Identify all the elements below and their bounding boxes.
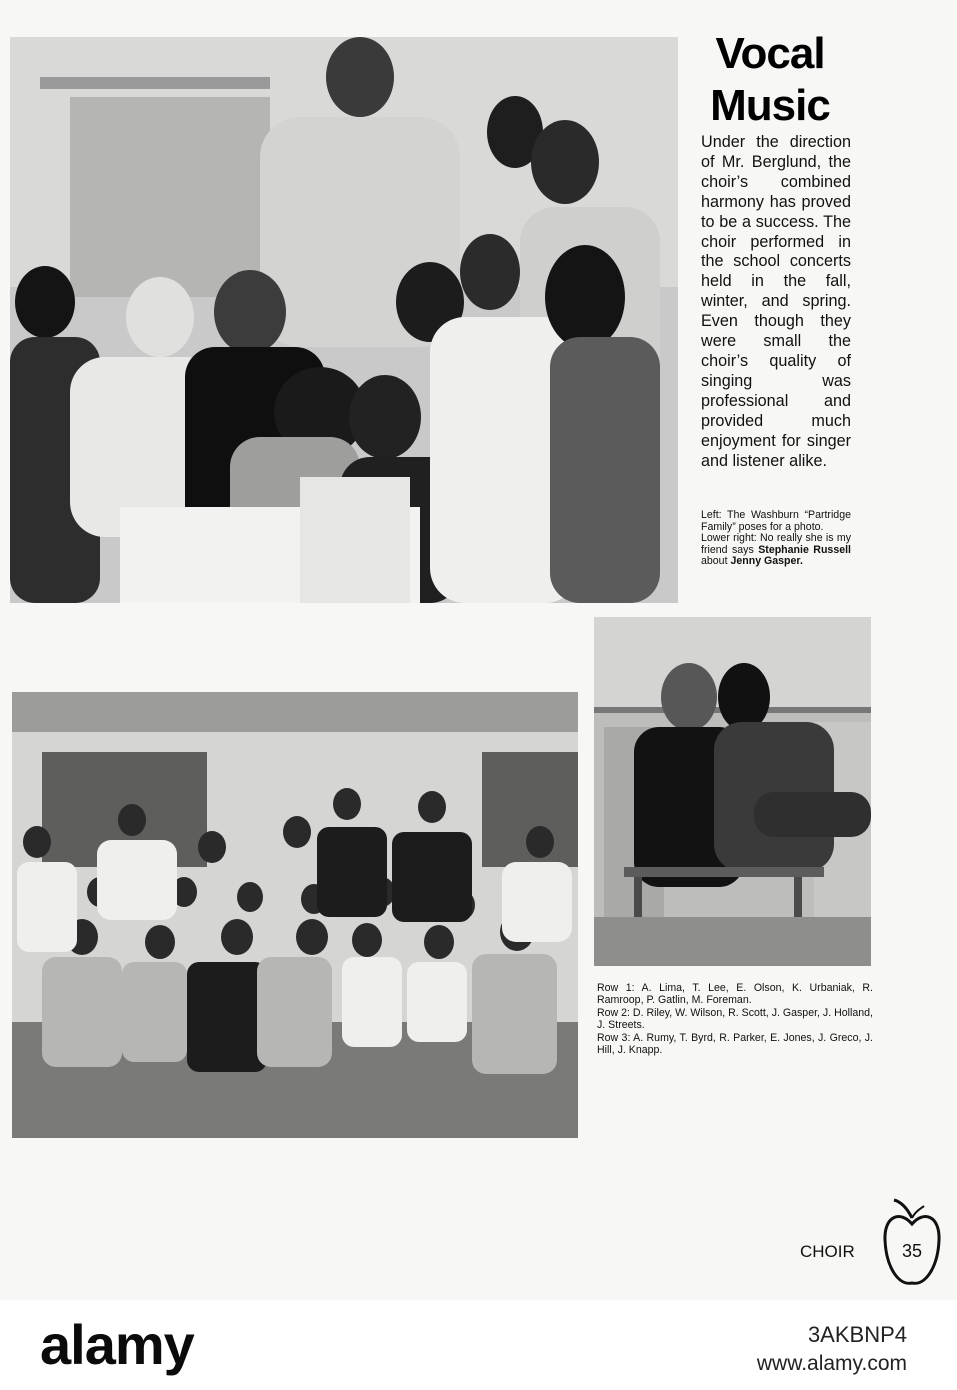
watermark-image-id: 3AKBNP4: [807, 1322, 907, 1347]
photo-friends: [594, 617, 871, 966]
headline-line-1: Vocal: [715, 29, 825, 78]
section-label: CHOIR: [800, 1242, 855, 1261]
page-number: 35: [901, 1241, 923, 1261]
watermark-brand: alamy: [40, 1313, 194, 1376]
roster-row-2: Row 2: D. Riley, W. Wilson, R. Scott, J. Gasper, J. Holland, J. Streets.: [597, 1006, 873, 1032]
photo-top-graphic: [10, 37, 678, 603]
photo-choir-group: [12, 692, 578, 1138]
roster-row-1: Row 1: A. Lima, T. Lee, E. Olson, K. Urbaniak, R. Ramroop, P. Gatlin, M. Foreman.: [597, 982, 873, 1007]
photo-group-graphic: [12, 692, 578, 1138]
caption-lower-right: [701, 533, 851, 568]
caption-left: Left: The Washburn “Partridge Family” poses for a photo.: [701, 509, 851, 533]
article-body-text: Under the direction of Mr. Berglund, the choir’s combined harmony has proved to be a success. The choir performed in the school concerts held in the fall, winter, and spring. Even though they were small the choir’s quality of singing was professional and provided much enjoyment for singer and listener alike.: [701, 133, 851, 470]
headline-line-2: Music: [710, 81, 830, 130]
headline: [690, 28, 850, 132]
photo-partridge-family: [10, 37, 678, 603]
roster-caption: [597, 982, 873, 1056]
apple-icon: [882, 1188, 942, 1288]
caption-about: about: [701, 555, 731, 568]
photo-caption: [701, 510, 851, 568]
caption-name-1: Stephanie Russell: [758, 543, 851, 556]
photo-right-graphic: [594, 617, 871, 966]
caption-name-2: Jenny Gasper.: [730, 555, 803, 568]
roster-row-3: Row 3: A. Rumy, T. Byrd, R. Parker, E. Jones, J. Greco, J. Hill, J. Knapp.: [597, 1031, 873, 1057]
article-body: [701, 133, 851, 471]
caption-lower-right-prefix: Lower right: No really she is my friend says: [701, 532, 851, 556]
watermark-url: www.alamy.com: [756, 1352, 907, 1375]
